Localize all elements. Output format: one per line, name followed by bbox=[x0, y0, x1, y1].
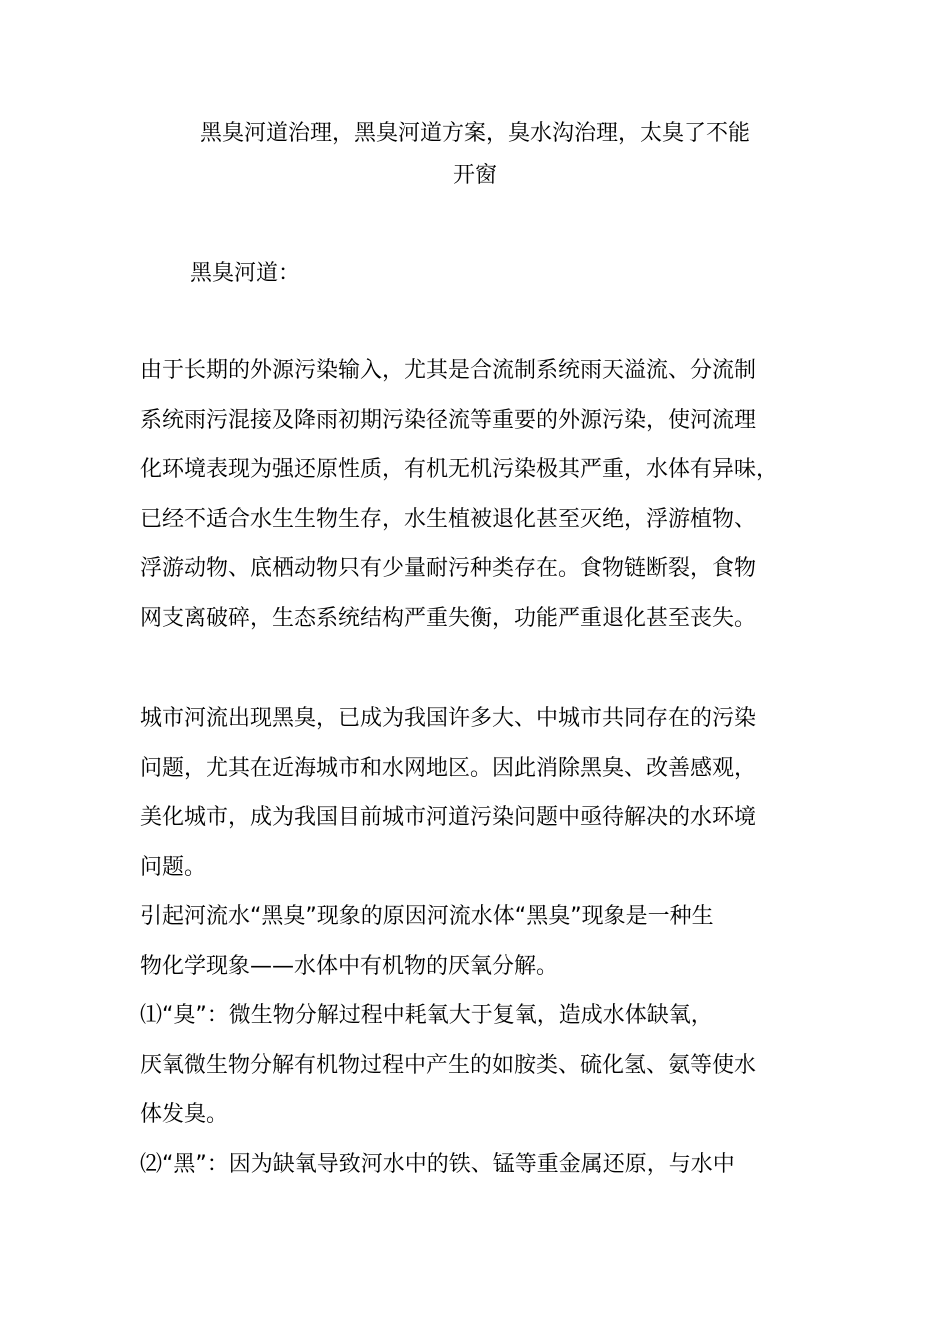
paragraph-2-line: 物化学现象——水体中有机物的厌氧分解。 bbox=[140, 953, 559, 979]
section-heading: 黑臭河道： bbox=[190, 261, 301, 286]
paragraph-2-line: 体发臭。 bbox=[140, 1102, 229, 1127]
document-title-line-1: 黑臭河道治理，黑臭河道方案，臭水沟治理，太臭了不能 bbox=[199, 121, 750, 146]
paragraph-2-line: 厌氧微生物分解有机物过程中产生的如胺类、硫化氢、氨等使水 bbox=[140, 1052, 757, 1078]
paragraph-1-line: 已经不适合水生生物生存，水生植被退化甚至灭绝，浮游植物、 bbox=[140, 506, 757, 532]
document-title-line-2: 开窗 bbox=[452, 163, 497, 188]
paragraph-2-line: 问题，尤其在近海城市和水网地区。因此消除黑臭、改善感观， bbox=[140, 755, 757, 781]
paragraph-2-line: 美化城市，成为我国目前城市河道污染问题中亟待解决的水环境 bbox=[140, 805, 757, 830]
paragraph-2-line: 引起河流水“黑臭”现象的原因河流水体“黑臭”现象是一种生 bbox=[140, 904, 714, 929]
paragraph-2-line: 城市河流出现黑臭，已成为我国许多大、中城市共同存在的污染 bbox=[140, 706, 757, 731]
paragraph-1-line: 浮游动物、底栖动物只有少量耐污种类存在。食物链断裂，食物 bbox=[140, 556, 757, 581]
paragraph-2-line: 问题。 bbox=[140, 854, 207, 880]
paragraph-1-line: 由于长期的外源污染输入，尤其是合流制系统雨天溢流、分流制 bbox=[140, 358, 757, 383]
paragraph-2-line: ⑵“黑”：因为缺氧导致河水中的铁、锰等重金属还原，与水中 bbox=[140, 1151, 735, 1177]
paragraph-2-line: ⑴“臭”：微生物分解过程中耗氧大于复氧，造成水体缺氧， bbox=[140, 1003, 713, 1028]
paragraph-1-line: 网支离破碎，生态系统结构严重失衡，功能严重退化甚至丧失。 bbox=[140, 605, 757, 631]
paragraph-1 bbox=[140, 346, 820, 643]
paragraph-2 bbox=[140, 694, 820, 1189]
paragraph-1-line: 系统雨污混接及降雨初期污染径流等重要的外源污染，使河流理 bbox=[140, 407, 757, 433]
paragraph-1-line: 化环境表现为强还原性质，有机无机污染极其严重，水体有异味， bbox=[140, 457, 779, 482]
